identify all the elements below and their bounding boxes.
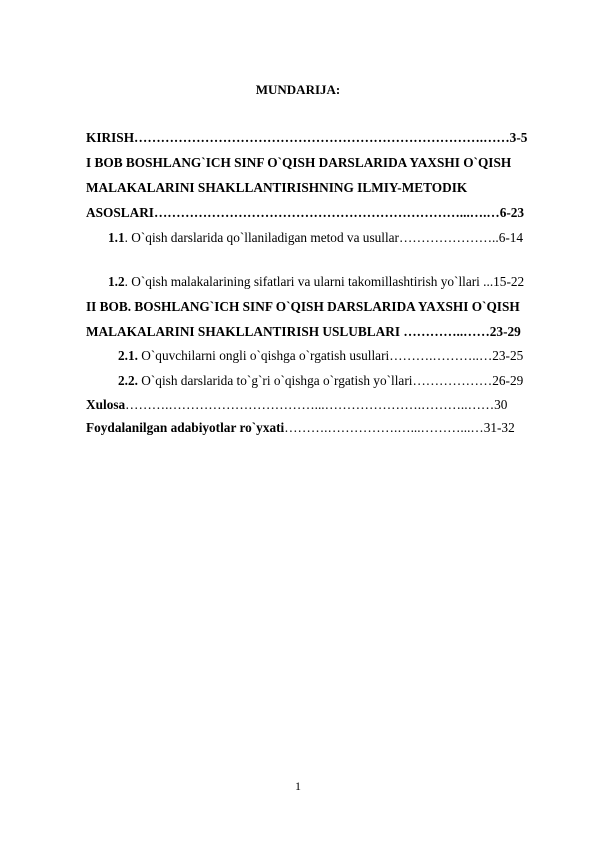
toc-section-1-2 <box>108 273 524 290</box>
toc-section-2-1-title: O`quvchilarni ongli o`qishga o`rgatish usullari……….………..…23-25 <box>137 348 524 363</box>
toc-chapter1-heading-line3: ASOSLARI……………………………………………………………...….…6-23 <box>86 205 525 220</box>
toc-chapter2-heading-line1: II BOB. BOSHLANG`ICH SINF O`QISH DARSLARIDA YAXSHI O`QISH <box>86 299 520 314</box>
toc-section-2-1 <box>118 347 523 364</box>
toc-chapter1-heading-line1: I BOB BOSHLANG`ICH SINF O`QISH DARSLARIDA YAXSHI O`QISH <box>86 155 512 170</box>
toc-section-1-2-title: . O`qish malakalarining sifatlari va ularni takomillashtirish yo`llari ...15-22 <box>124 274 525 289</box>
toc-section-2-1-number: 2.1. <box>118 348 138 363</box>
toc-section-1-2-number: 1.2 <box>108 274 125 289</box>
toc-entry-references <box>86 419 515 436</box>
toc-references-leader: ……….…………….…...………...…31-32 <box>284 420 515 435</box>
toc-entry-conclusion <box>86 396 507 413</box>
toc-section-2-2-number: 2.2. <box>118 373 138 388</box>
toc-conclusion-leader: ……….……………………………...………………….………..……30 <box>125 397 508 412</box>
page-title: MUNDARIJA: <box>255 82 341 97</box>
toc-section-1-1 <box>108 229 523 246</box>
toc-chapter1-heading-line2: MALAKALARINI SHAKLLANTIRISHNING ILMIY-METODIK <box>86 180 468 195</box>
toc-references-label: Foydalanilgan adabiyotlar ro`yxati <box>86 420 285 435</box>
toc-section-1-1-title: . O`qish darslarida qo`llaniladigan metod va usullar…………………..6-14 <box>124 230 524 245</box>
toc-section-2-2-title: O`qish darslarida to`g`ri o`qishga o`rgatish yo`llari………………26-29 <box>137 373 524 388</box>
toc-entry-intro: KIRISH…………………………………………………………………….……3-5 <box>86 130 528 145</box>
page-number: 1 <box>295 779 301 793</box>
toc-chapter2-heading-line2: MALAKALARINI SHAKLLANTIRISH USLUBLARI …………..……23-29 <box>86 324 521 339</box>
toc-section-2-2 <box>118 372 523 389</box>
toc-section-1-1-number: 1.1 <box>108 230 125 245</box>
toc-conclusion-label: Xulosa <box>86 397 126 412</box>
